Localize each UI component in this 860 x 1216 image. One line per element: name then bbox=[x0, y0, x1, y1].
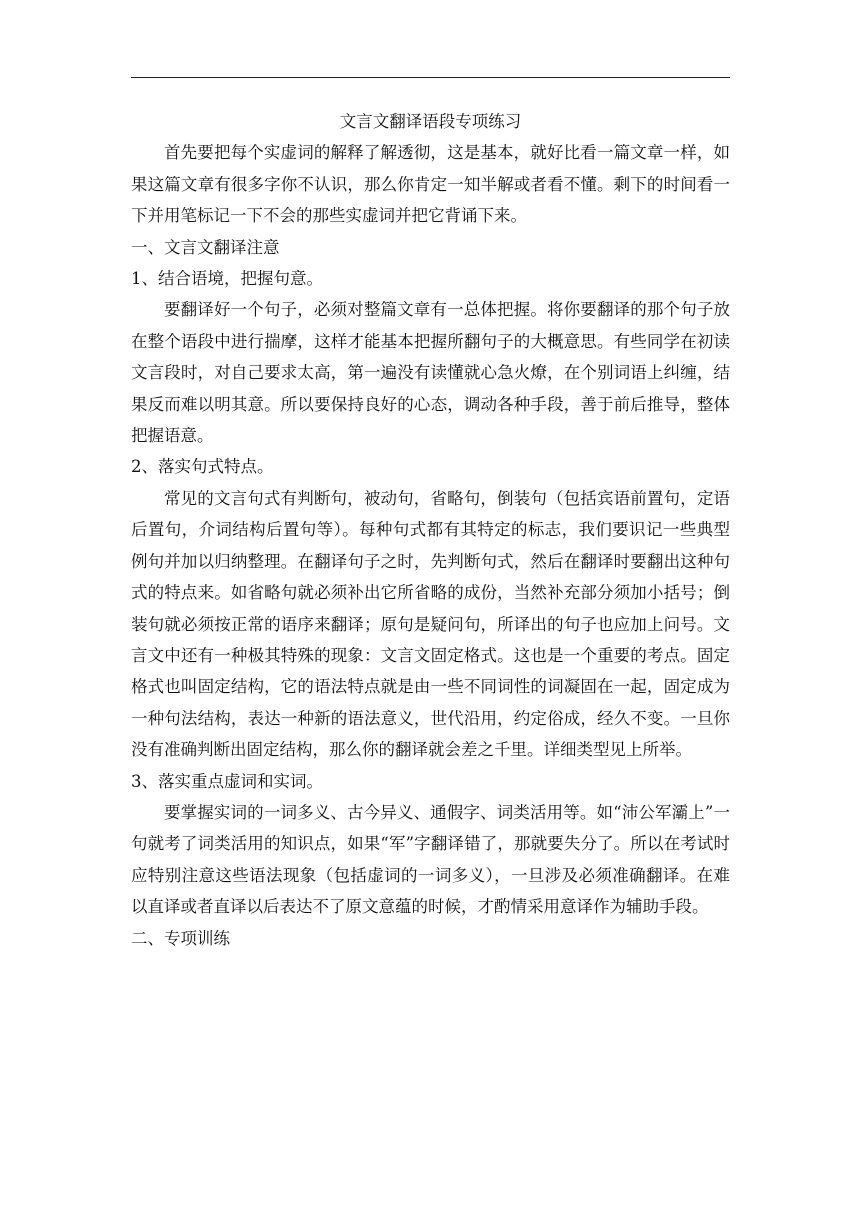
point-paragraph-2: 常见的文言句式有判断句，被动句，省略句，倒装句（包括宾语前置句，定语后置句，介词结构后置句等）。每种句式都有其特定的标志，我们要识记一些典型例句并加以归纳整理。在翻译句子之时，先判断句式，然后在翻译时要翻出这种句式的特点来。如省略句就必须补出它所省略的成份，当然补充部分须加小括号；倒装句就必须按正常的语序来翻译；原句是疑问句，所译出的句子也应加上问号。文言文中还有一种极其特殊的现象：文言文固定格式。这也是一个重要的考点。固定格式也叫固定结构，它的语法特点就是由一些不同词性的词凝固在一起，固定成为一种句法结构，表达一种新的语法意义，世代沿用，约定俗成，经久不变。一旦你没有准确判断出固定结构，那么你的翻译就会差之千里。详细类型见上所举。 bbox=[131, 488, 730, 760]
document-body bbox=[131, 106, 730, 954]
point-paragraph-3: 要掌握实词的一词多义、古今异义、通假字、词类活用等。如“沛公军灞上”一句就考了词类活用的知识点，如果“军”字翻译错了，那就要失分了。所以在考试时应特别注意这些语法现象（包括虚词的一词多义），一旦涉及必须准确翻译。在难以直译或者直译以后表达不了原文意蕴的时候，才酌情采用意译作为辅助手段。 bbox=[131, 802, 730, 917]
section-heading-2: 二、专项训练 bbox=[131, 928, 230, 948]
point-paragraph-1: 要翻译好一个句子，必须对整篇文章有一总体把握。将你要翻译的那个句子放在整个语段中进行揣摩，这样才能基本把握所翻句子的大概意思。有些同学在初读文言段时，对自己要求太高，第一遍没有读懂就心急火燎，在个别词语上纠缠，结果反而难以明其意。所以要保持良好的心态，调动各种手段，善于前后推导，整体把握语意。 bbox=[131, 300, 730, 446]
point-heading-1: 1、结合语境，把握句意。 bbox=[131, 269, 323, 289]
point-heading-2: 2、落实句式特点。 bbox=[131, 457, 274, 477]
section-heading-1: 一、文言文翻译注意 bbox=[131, 237, 280, 257]
document-title: 文言文翻译语段专项练习 bbox=[339, 112, 522, 131]
intro-paragraph: 首先要把每个实虚词的解释了解透彻，这是基本，就好比看一篇文章一样，如果这篇文章有很多字你不认识，那么你肯定一知半解或者看不懂。剩下的时间看一下并用笔标记一下不会的那些实虚词并把它背诵下来。 bbox=[131, 143, 730, 226]
point-heading-3: 3、落实重点虚词和实词。 bbox=[131, 771, 323, 791]
header-rule bbox=[131, 77, 730, 78]
